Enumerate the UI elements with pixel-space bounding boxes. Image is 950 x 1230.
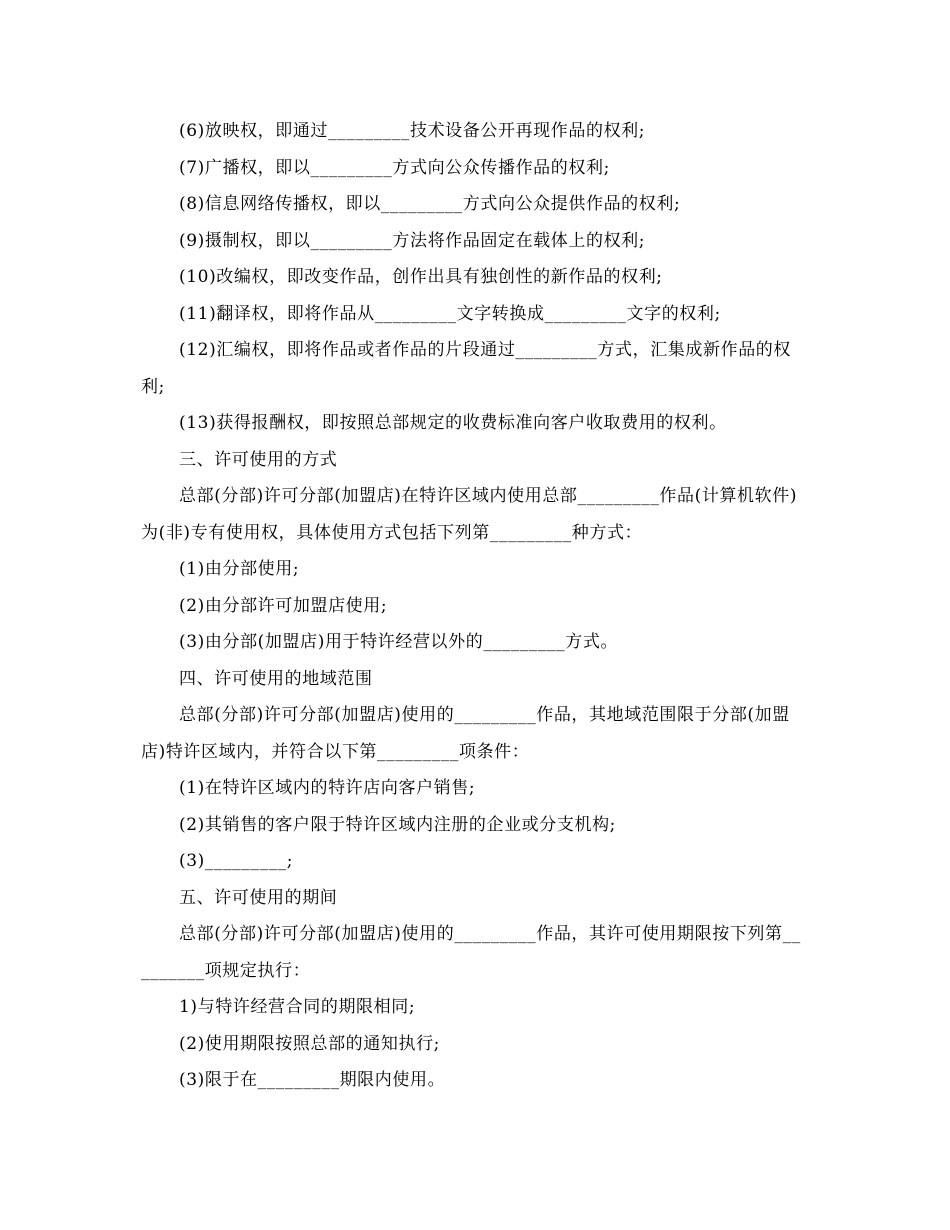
license-method-item-1: (1)由分部使用; xyxy=(179,559,300,579)
clause-compilation-right: (12)汇编权，即将作品或者作品的片段通过_________方式，汇集成新作品的权利; xyxy=(141,340,791,397)
territory-item-1: (1)在特许区域内的特许店向客户销售; xyxy=(179,778,476,798)
license-method-body: 总部(分部)许可分部(加盟店)在特许区域内使用总部_________作品(计算机软件)为(非)专有使用权，具体使用方式包括下列第_________种方式： xyxy=(141,486,798,543)
clause-remuneration-right: (13)获得报酬权，即按照总部规定的收费标准向客户收取费用的权利。 xyxy=(179,413,727,433)
territory-item-3: (3)_________; xyxy=(179,851,294,871)
clause-network-dissemination-right: (8)信息网络传播权，即以_________方式向公众提供作品的权利; xyxy=(179,194,681,214)
term-body: 总部(分部)许可分部(加盟店)使用的_________作品，其许可使用期限按下列第_________项规定执行： xyxy=(141,924,801,981)
territory-item-2: (2)其销售的客户限于特许区域内注册的企业或分支机构; xyxy=(179,814,617,835)
clause-screening-right: (6)放映权，即通过_________技术设备公开再现作品的权利; xyxy=(179,121,646,141)
license-method-item-3: (3)由分部(加盟店)用于特许经营以外的_________方式。 xyxy=(179,632,619,652)
document-body xyxy=(141,113,809,1099)
territory-body: 总部(分部)许可分部(加盟店)使用的_________作品，其地域范围限于分部(加盟店)特许区域内，并符合以下第_________项条件： xyxy=(141,705,790,762)
license-method-item-2: (2)由分部许可加盟店使用; xyxy=(179,595,388,616)
clause-adaptation-right: (10)改编权，即改变作品，创作出具有独创性的新作品的权利; xyxy=(179,267,663,287)
term-item-1: 1)与特许经营合同的期限相同; xyxy=(179,997,416,1017)
section-heading-term: 五、许可使用的期间 xyxy=(179,887,338,908)
clause-filming-right: (9)摄制权，即以_________方法将作品固定在载体上的权利; xyxy=(179,230,646,251)
clause-broadcasting-right: (7)广播权，即以_________方式向公众传播作品的权利; xyxy=(179,157,610,178)
term-item-3: (3)限于在_________期限内使用。 xyxy=(179,1070,446,1090)
section-heading-territory: 四、许可使用的地域范围 xyxy=(179,668,373,689)
clause-translation-right: (11)翻译权，即将作品从_________文字转换成_________文字的权利; xyxy=(179,303,721,324)
term-item-2: (2)使用期限按照总部的通知执行; xyxy=(179,1033,441,1054)
section-heading-license-method: 三、许可使用的方式 xyxy=(179,449,338,470)
